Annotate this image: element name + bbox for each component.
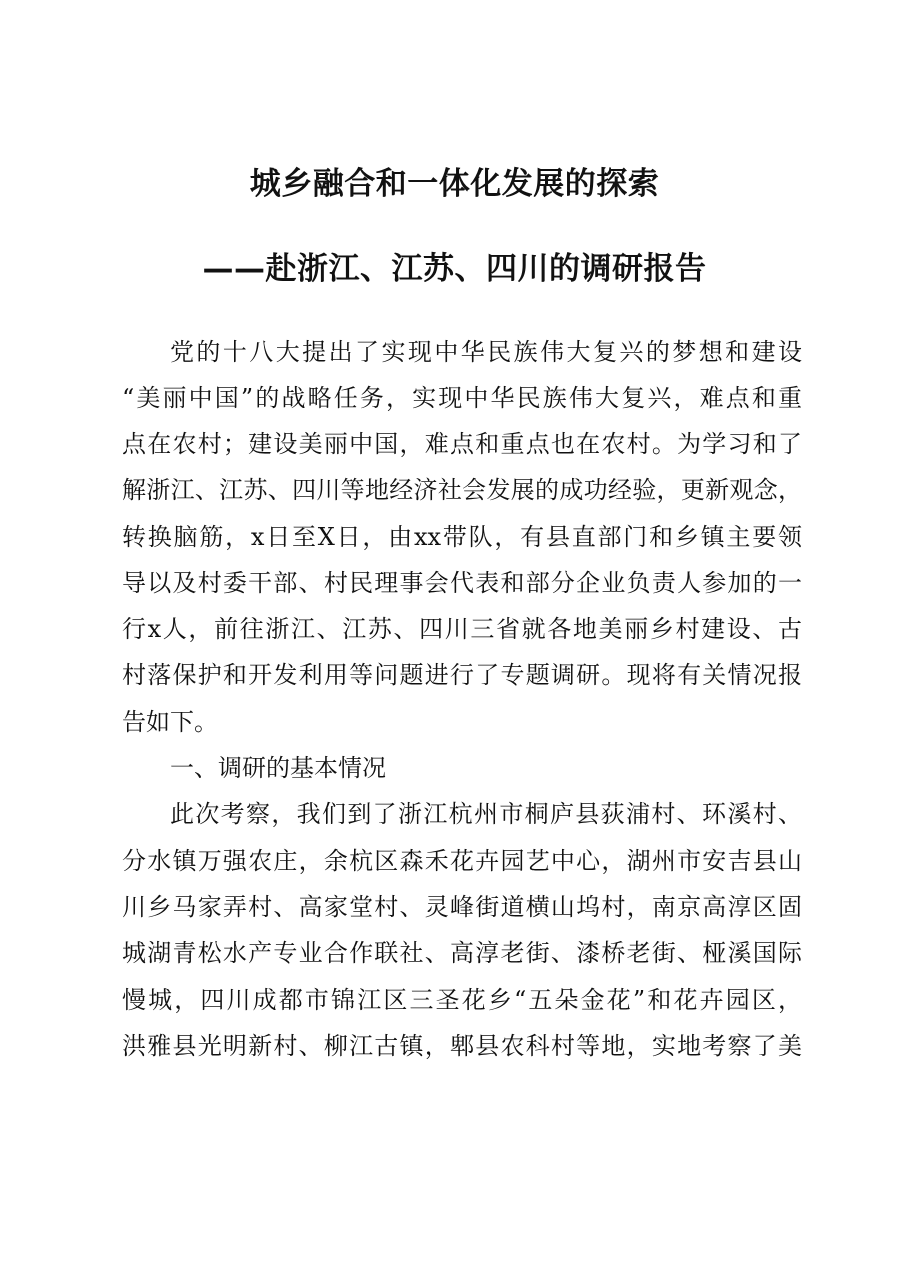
paragraph-line: 导以及村委干部、村民理事会代表和部分企业负责人参加的一	[122, 569, 802, 597]
paragraph-line: 城湖青松水产专业合作联社、高淳老街、漆桥老街、桠溪国际	[122, 939, 802, 967]
paragraph-line: 解浙江、江苏、四川等地经济社会发展的成功经验，更新观念，	[122, 476, 802, 504]
paragraph-line: 分水镇万强农庄，余杭区森禾花卉园艺中心，湖州市安吉县山	[122, 847, 802, 875]
paragraph-line: 此次考察，我们到了浙江杭州市桐庐县荻浦村、环溪村、	[170, 800, 802, 828]
paragraph-line: 慢城，四川成都市锦江区三圣花乡“五朵金花”和花卉园区，	[122, 986, 802, 1014]
paragraph-line: 行x人，前往浙江、江苏、四川三省就各地美丽乡村建设、古	[122, 615, 802, 643]
document-subtitle: ——赴浙江、江苏、四川的调研报告	[202, 251, 707, 287]
document-title: 城乡融合和一体化发展的探索	[249, 166, 660, 202]
paragraph-line: “美丽中国”的战略任务，实现中华民族伟大复兴，难点和重	[122, 384, 802, 412]
paragraph-line: 洪雅县光明新村、柳江古镇，郫县农科村等地，实地考察了美	[122, 1032, 802, 1060]
paragraph-line: 党的十八大提出了实现中华民族伟大复兴的梦想和建设	[170, 338, 802, 366]
section-heading: 一、调研的基本情况	[170, 754, 386, 782]
paragraph-line: 村落保护和开发利用等问题进行了专题调研。现将有关情况报	[122, 661, 802, 689]
paragraph-line: 告如下。	[122, 708, 218, 736]
paragraph-line: 转换脑筋，x日至X日，由xx带队，有县直部门和乡镇主要领	[122, 523, 802, 551]
paragraph-line: 点在农村；建设美丽中国，难点和重点也在农村。为学习和了	[122, 430, 802, 458]
paragraph-line: 川乡马家弄村、高家堂村、灵峰街道横山坞村，南京高淳区固	[122, 893, 802, 921]
